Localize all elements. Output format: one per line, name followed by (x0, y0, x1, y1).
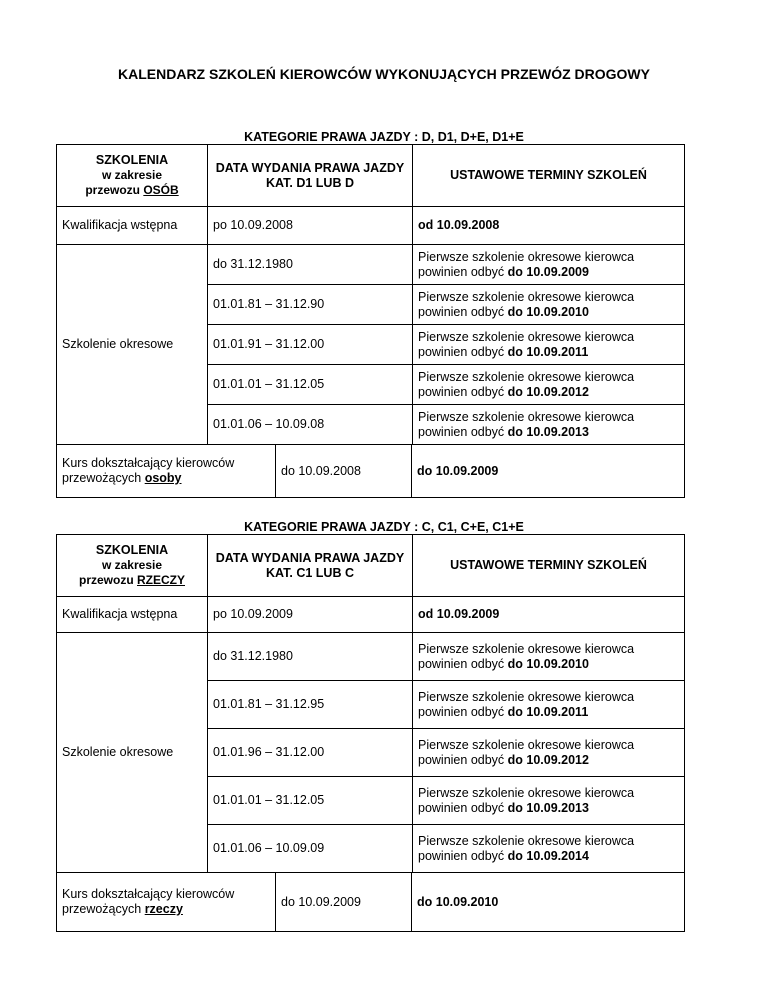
license-date-range: 01.01.91 – 31.12.00 (208, 325, 413, 365)
deadline-date: do 10.09.2012 (507, 384, 589, 399)
license-date-range: do 31.12.1980 (208, 245, 413, 285)
deadline-date: do 10.09.2013 (507, 424, 589, 439)
header-deadlines: USTAWOWE TERMINY SZKOLEŃ (413, 535, 685, 597)
deadline-cell: Pierwsze szkolenie okresowe kierowca powinien odbyć do 10.09.2012 (413, 365, 685, 405)
header-license-date: DATA WYDANIA PRAWA JAZDY KAT. D1 LUB D (208, 145, 413, 207)
header-transport-type: RZECZY (137, 573, 185, 587)
deadline-cell: Pierwsze szkolenie okresowe kierowca powinien odbyć do 10.09.2012 (413, 729, 685, 777)
continuing-course-cell (57, 445, 685, 498)
header-scope-label: w zakresie (101, 558, 163, 572)
header-transport-label: przewozu OSÓB (85, 183, 179, 197)
deadline-date: do 10.09.2011 (507, 344, 589, 359)
table-row (57, 873, 685, 932)
continuing-course-date: do 10.09.2008 (276, 445, 412, 497)
header-trainings-cell (57, 535, 208, 597)
license-date-range: do 31.12.1980 (208, 633, 413, 681)
deadline-date: do 10.09.2011 (507, 704, 589, 719)
periodic-training-label: Szkolenie okresowe (57, 245, 208, 445)
deadline-cell: Pierwsze szkolenie okresowe kierowca powinien odbyć do 10.09.2009 (413, 245, 685, 285)
table-row (57, 597, 685, 633)
header-trainings-label: SZKOLENIA (95, 153, 169, 167)
deadline-date: do 10.09.2014 (507, 848, 589, 863)
deadline-cell: Pierwsze szkolenie okresowe kierowca powinien odbyć do 10.09.2011 (413, 681, 685, 729)
license-date-range: 01.01.01 – 31.12.05 (208, 365, 413, 405)
header-trainings-label: SZKOLENIA (95, 543, 169, 557)
continuing-course-label: Kurs dokształcający kierowców przewożących osoby (57, 445, 276, 497)
deadline-date: do 10.09.2013 (507, 800, 589, 815)
initial-qualification-deadline: od 10.09.2009 (413, 597, 685, 633)
license-date-range: 01.01.96 – 31.12.00 (208, 729, 413, 777)
training-table-goods (56, 534, 685, 932)
category-heading-truck: KATEGORIE PRAWA JAZDY : C, C1, C+E, C1+E (244, 520, 524, 534)
initial-qualification-date: po 10.09.2008 (208, 207, 413, 245)
header-license-date: DATA WYDANIA PRAWA JAZDY KAT. C1 LUB C (208, 535, 413, 597)
deadline-cell: Pierwsze szkolenie okresowe kierowca powinien odbyć do 10.09.2010 (413, 285, 685, 325)
table-row (57, 445, 685, 498)
table-row (57, 245, 685, 285)
table-header-row (57, 145, 685, 207)
deadline-date: do 10.09.2012 (507, 752, 589, 767)
deadline-date: do 10.09.2010 (507, 656, 589, 671)
header-deadlines: USTAWOWE TERMINY SZKOLEŃ (413, 145, 685, 207)
continuing-course-deadline: do 10.09.2010 (417, 894, 499, 909)
license-date-range: 01.01.81 – 31.12.95 (208, 681, 413, 729)
table-row (57, 207, 685, 245)
course-transport-type: osoby (144, 471, 182, 485)
license-date-range: 01.01.06 – 10.09.08 (208, 405, 413, 445)
initial-qualification-label: Kwalifikacja wstępna (57, 597, 208, 633)
deadline-cell: Pierwsze szkolenie okresowe kierowca powinien odbyć do 10.09.2014 (413, 825, 685, 873)
initial-qualification-label: Kwalifikacja wstępna (57, 207, 208, 245)
deadline-cell: Pierwsze szkolenie okresowe kierowca powinien odbyć do 10.09.2013 (413, 405, 685, 445)
license-date-range: 01.01.81 – 31.12.90 (208, 285, 413, 325)
license-date-range: 01.01.01 – 31.12.05 (208, 777, 413, 825)
deadline-cell: Pierwsze szkolenie okresowe kierowca powinien odbyć do 10.09.2011 (413, 325, 685, 365)
deadline-cell: Pierwsze szkolenie okresowe kierowca powinien odbyć do 10.09.2013 (413, 777, 685, 825)
initial-qualification-deadline: od 10.09.2008 (413, 207, 685, 245)
header-transport-label: przewozu RZECZY (78, 573, 185, 587)
document-title: KALENDARZ SZKOLEŃ KIEROWCÓW WYKONUJĄCYCH PRZEWÓZ DROGOWY (118, 66, 650, 82)
deadline-cell: Pierwsze szkolenie okresowe kierowca powinien odbyć do 10.09.2010 (413, 633, 685, 681)
header-scope-label: w zakresie (101, 168, 163, 182)
continuing-course-cell (57, 873, 685, 932)
table-header-row (57, 535, 685, 597)
course-transport-type: rzeczy (144, 902, 183, 916)
category-heading-bus: KATEGORIE PRAWA JAZDY : D, D1, D+E, D1+E (244, 130, 524, 144)
table-row (57, 633, 685, 681)
header-transport-type: OSÓB (143, 183, 179, 197)
deadline-date: do 10.09.2009 (507, 264, 589, 279)
license-date-range: 01.01.06 – 10.09.09 (208, 825, 413, 873)
training-table-passengers (56, 144, 685, 498)
continuing-course-deadline: do 10.09.2009 (417, 463, 499, 478)
deadline-date: do 10.09.2010 (507, 304, 589, 319)
periodic-training-label: Szkolenie okresowe (57, 633, 208, 873)
header-trainings-cell (57, 145, 208, 207)
continuing-course-label: Kurs dokształcający kierowców przewożących rzeczy (57, 873, 276, 931)
initial-qualification-date: po 10.09.2009 (208, 597, 413, 633)
continuing-course-date: do 10.09.2009 (276, 873, 412, 931)
